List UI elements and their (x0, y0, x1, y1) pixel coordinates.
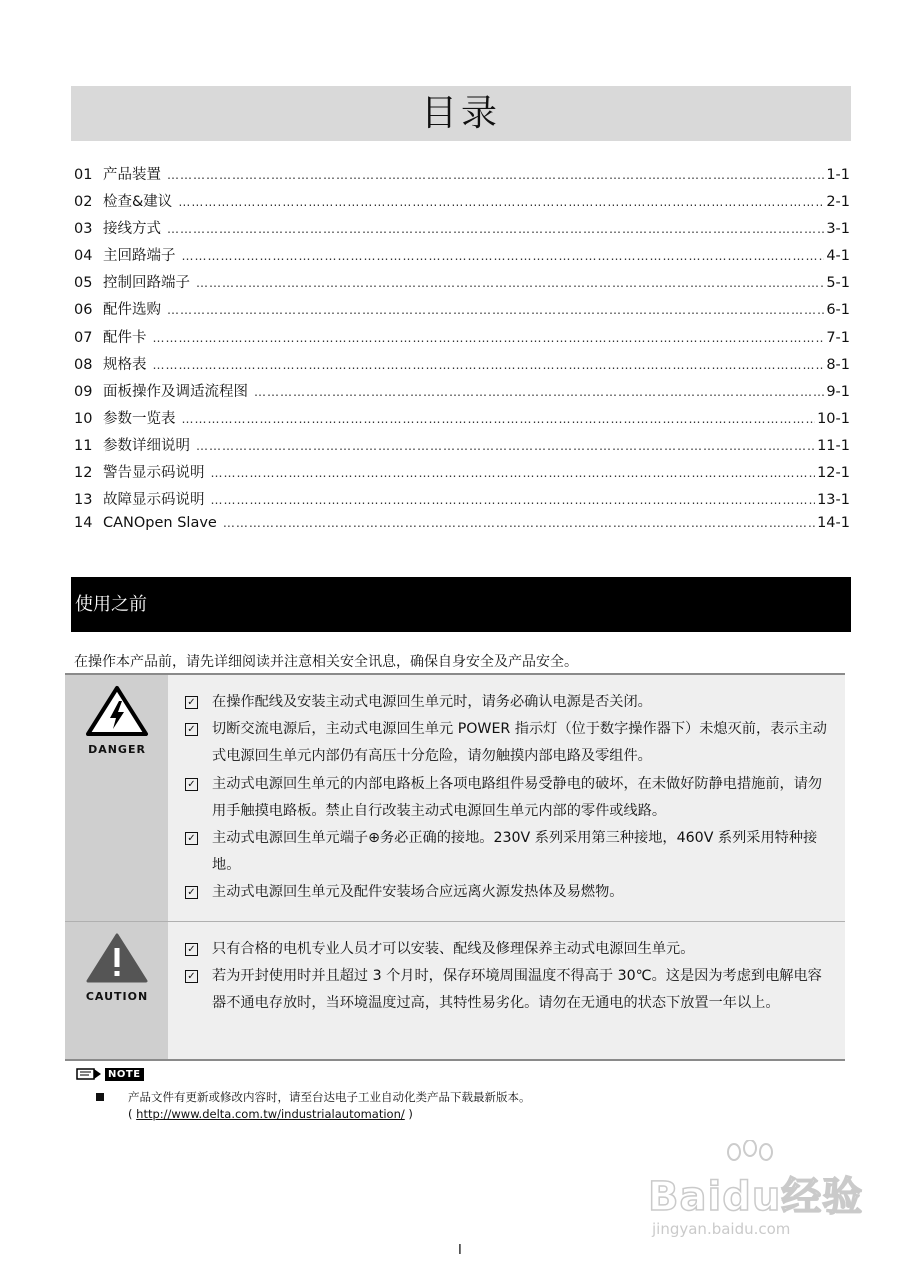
watermark-text: Baidu经验 (648, 1174, 864, 1220)
toc-page: 7-1 (826, 329, 850, 346)
danger-block (65, 673, 845, 921)
danger-item (185, 771, 835, 825)
danger-caption: DANGER (88, 743, 146, 756)
toc-label: CANOpen Slave (103, 515, 217, 532)
toc-entry[interactable] (74, 298, 850, 325)
checkbox-icon (185, 778, 198, 791)
note-line (96, 1089, 796, 1123)
toc-entry[interactable] (74, 271, 850, 298)
checkbox-icon (185, 943, 198, 956)
note-badge (76, 1067, 144, 1081)
toc-entry[interactable] (74, 244, 850, 271)
checkbox-icon (185, 832, 198, 845)
caution-item-text: 只有合格的电机专业人员才可以安装、配线及修理保养主动式电源回生单元。 (212, 941, 695, 957)
danger-item-text: 主动式电源回生单元端子⊕务必正确的接地。230V 系列采用第三种接地，460V 系列采用特种接地。 (212, 830, 818, 874)
download-link[interactable]: http://www.delta.com.tw/industrialautomation/ (136, 1107, 405, 1121)
toc-number: 11 (74, 437, 93, 454)
toc-number: 04 (74, 248, 93, 265)
caution-item (185, 963, 835, 1017)
toc-page: 13-1 (817, 492, 850, 509)
note-bullet (96, 1093, 104, 1101)
link-prefix: ( (128, 1107, 137, 1121)
toc-leader (211, 466, 816, 480)
note-link-line (128, 1106, 796, 1123)
toc-leader (182, 412, 816, 426)
toc-label: 规格表 (103, 356, 147, 373)
toc-number: 01 (74, 167, 93, 183)
toc-number: 03 (74, 221, 93, 238)
toc-leader (153, 358, 825, 372)
danger-symbol (85, 685, 149, 756)
toc-label: 配件选购 (103, 302, 161, 319)
danger-item (185, 716, 835, 770)
toc-label: 接线方式 (103, 221, 161, 238)
toc-page: 6-1 (826, 302, 850, 319)
toc-leader (196, 276, 824, 290)
toc-page: 10-1 (817, 410, 850, 427)
toc-leader (182, 249, 825, 263)
toc-entry[interactable] (74, 434, 850, 461)
toc-page: 14-1 (817, 515, 850, 532)
note-pencil-icon (76, 1067, 102, 1081)
toc-entry[interactable] (74, 190, 850, 217)
toc-entry[interactable] (74, 461, 850, 488)
danger-item-text: 在操作配线及安装主动式电源回生单元时，请务必确认电源是否关闭。 (212, 694, 652, 710)
toc-page: 3-1 (826, 221, 850, 238)
toc-number: 07 (74, 329, 93, 346)
toc-leader (254, 385, 824, 399)
danger-item (185, 825, 835, 879)
toc-label: 控制回路端子 (103, 275, 190, 292)
page-title: 目录 (420, 93, 501, 134)
caution-item (185, 936, 835, 963)
high-voltage-warning-icon (85, 685, 149, 737)
danger-item (185, 879, 835, 906)
toc-leader (178, 195, 824, 209)
caution-items (185, 936, 835, 1018)
checkbox-icon (185, 723, 198, 736)
toc-leader (167, 303, 824, 317)
danger-items (185, 689, 835, 907)
toc-number: 14 (74, 515, 93, 532)
toc-entry[interactable] (74, 326, 850, 353)
toc-number: 02 (74, 194, 93, 211)
toc-page: 4-1 (826, 248, 850, 265)
toc-page: 12-1 (817, 465, 850, 482)
toc-label: 主回路端子 (103, 248, 176, 265)
toc-entry[interactable] (74, 407, 850, 434)
toc-number: 06 (74, 302, 93, 319)
checkbox-icon (185, 970, 198, 983)
section-title: 使用之前 (75, 594, 147, 615)
toc-entry[interactable] (74, 217, 850, 244)
link-suffix: ) (404, 1107, 413, 1121)
watermark-url: jingyan.baidu.com (652, 1220, 791, 1238)
toc-leader (153, 331, 825, 345)
toc-leader (211, 493, 816, 507)
caution-text-cell (168, 921, 845, 1059)
note-area (76, 1067, 531, 1121)
toc-page: 8-1 (826, 356, 850, 373)
danger-item (185, 689, 835, 716)
caution-icon-cell (65, 921, 168, 1059)
toc-label: 配件卡 (103, 329, 147, 346)
toc-label: 面板操作及调适流程图 (103, 383, 248, 400)
toc-entry[interactable] (74, 380, 850, 407)
toc-entry[interactable] (74, 515, 850, 542)
toc-page: 11-1 (817, 437, 850, 454)
toc-label: 故障显示码说明 (103, 492, 205, 509)
toc-page: 9-1 (826, 383, 850, 400)
caution-symbol (85, 932, 149, 1003)
danger-item-text: 主动式电源回生单元的内部电路板上各项电路组件易受静电的破坏，在未做好防静电措施前，请勿用手触摸电路板。禁止自行改装主动式电源回生单元内部的零件或线路。 (212, 775, 823, 819)
checkbox-icon (185, 696, 198, 709)
table-of-contents (74, 163, 850, 542)
toc-entry[interactable] (74, 353, 850, 380)
note-tag: NOTE (105, 1068, 144, 1081)
toc-label: 参数详细说明 (103, 437, 190, 454)
toc-leader (196, 439, 815, 453)
toc-leader (167, 168, 824, 182)
toc-number: 05 (74, 275, 93, 292)
danger-item-text: 主动式电源回生单元及配件安装场合应远离火源发热体及易燃物。 (212, 884, 624, 901)
caution-block (65, 921, 845, 1061)
toc-page: 1-1 (826, 167, 850, 183)
toc-number: 13 (74, 492, 93, 509)
checkbox-icon (185, 886, 198, 899)
toc-label: 产品装置 (103, 167, 161, 183)
danger-icon-cell (65, 673, 168, 921)
caution-item-text: 若为开封使用时并且超过 3 个月时，保存环境周围温度不得高于 30℃。这是因为考虑到电解电容器不通电存放时，当环境温度过高，其特性易劣化。请勿在无通电的状态下放置一年以上。 (212, 968, 822, 1012)
toc-title-band (71, 86, 851, 141)
toc-number: 10 (74, 410, 93, 427)
caution-caption: CAUTION (85, 990, 149, 1003)
toc-label: 检查&建议 (103, 194, 173, 211)
toc-label: 警告显示码说明 (103, 465, 205, 482)
toc-entry[interactable] (74, 488, 850, 515)
toc-number: 12 (74, 465, 93, 482)
toc-number: 08 (74, 356, 93, 373)
note-text: 产品文件有更新或修改内容时，请至台达电子工业自动化类产品下载最新版本。 (128, 1090, 531, 1104)
toc-leader (167, 222, 824, 236)
danger-item-text: 切断交流电源后，主动式电源回生单元 POWER 指示灯（位于数字操作器下）未熄灭前，表示主动式电源回生单元内部仍有高压十分危险，请勿触摸内部电路及零组件。 (212, 721, 827, 765)
danger-text-cell (168, 673, 845, 921)
toc-page: 5-1 (826, 275, 850, 292)
toc-number: 09 (74, 383, 93, 400)
exclamation-warning-icon (85, 932, 149, 984)
intro-text: 在操作本产品前，请先详细阅读并注意相关安全讯息，确保自身安全及产品安全。 (74, 654, 578, 670)
toc-label: 参数一览表 (103, 410, 176, 427)
section-header (71, 577, 851, 632)
toc-page: 2-1 (826, 194, 850, 211)
toc-leader (223, 516, 815, 530)
toc-entry[interactable] (74, 163, 850, 190)
watermark (640, 1140, 870, 1250)
page-number: I (458, 1243, 462, 1258)
